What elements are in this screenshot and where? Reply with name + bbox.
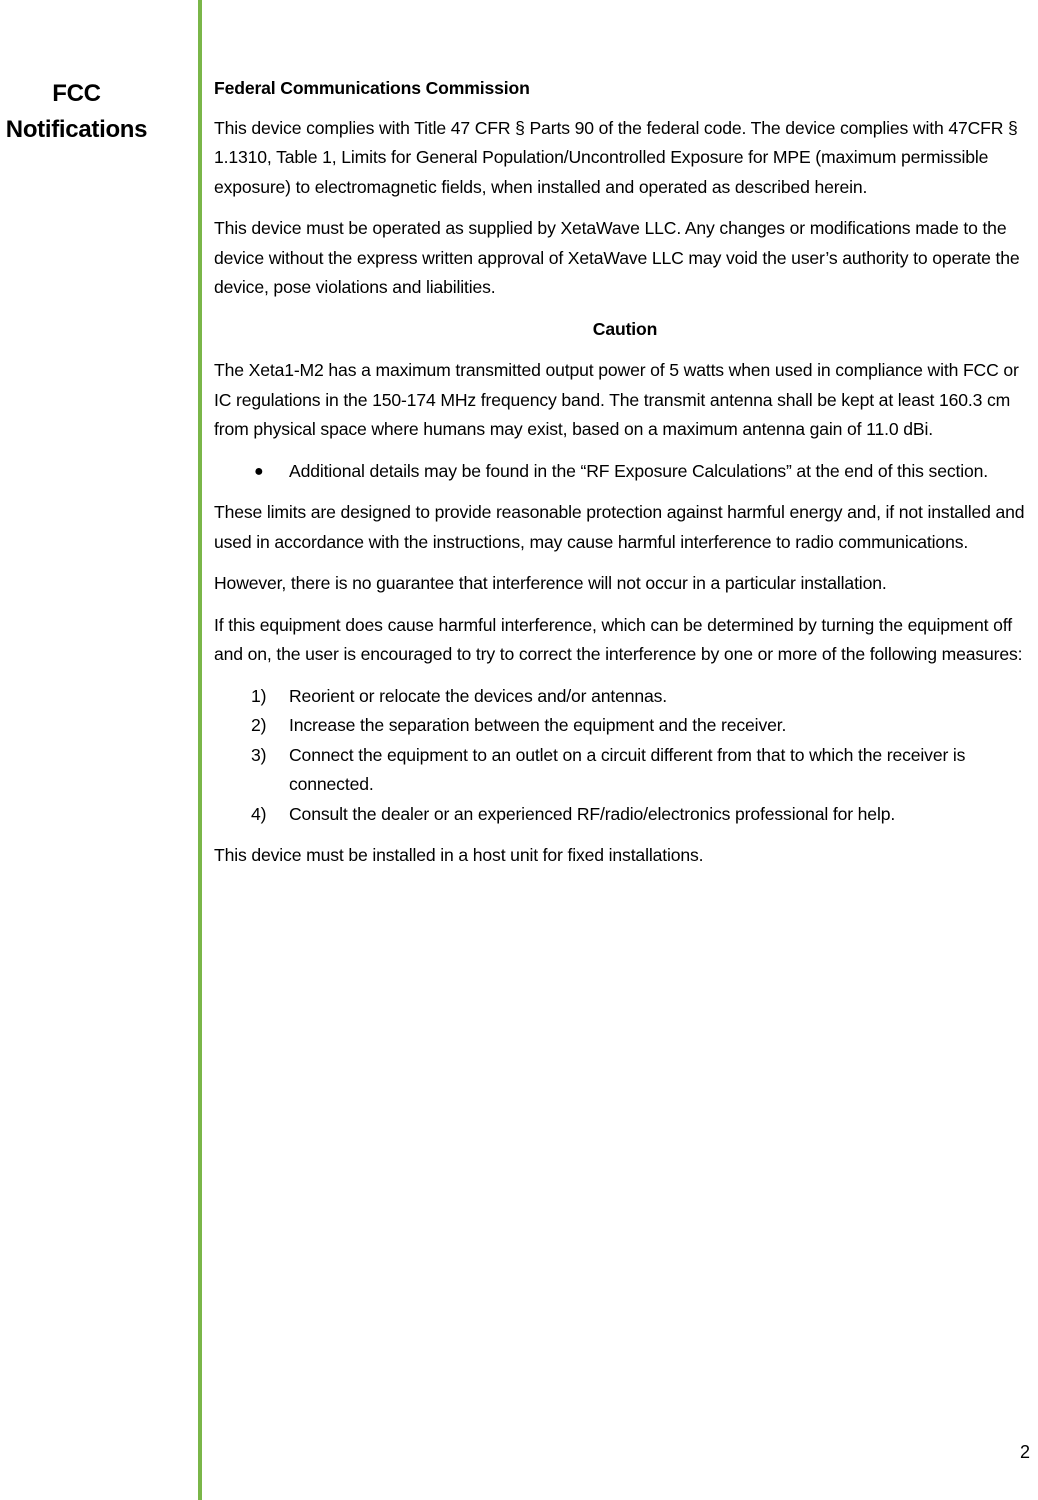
bullet-icon: ● xyxy=(254,462,264,480)
step-number: 4) xyxy=(251,803,267,824)
paragraph-limits: These limits are designed to provide reasonable protection against harmful energy and, if not installed and used in accordance with the instructions, may cause harmful interference to radio communications. xyxy=(214,502,1025,552)
main-content xyxy=(214,74,1036,883)
paragraph-measures-intro: If this equipment does cause harmful interference, which can be determined by turning the equipment off and on, the user is encouraged to try to correct the interference by one or more of the following measures: xyxy=(214,614,1023,664)
section-title-line1: FCC xyxy=(52,80,101,107)
list-item xyxy=(214,800,1036,830)
bullet-text: Additional details may be found in the “RF Exposure Calculations” at the end of this section. xyxy=(289,460,988,481)
page-number: 2 xyxy=(1019,1442,1030,1462)
step-text: Consult the dealer or an experienced RF/radio/electronics professional for help. xyxy=(289,803,896,824)
step-number: 3) xyxy=(251,744,267,765)
list-item xyxy=(214,457,1036,487)
step-text: Reorient or relocate the devices and/or antennas. xyxy=(289,685,667,706)
list-item xyxy=(214,682,1036,712)
section-title-line2: Notifications xyxy=(5,116,148,143)
measures-list xyxy=(214,682,1036,830)
step-text: Connect the equipment to an outlet on a circuit different from that to which the receiver is connected. xyxy=(289,744,966,794)
paragraph-output-power: The Xeta1-M2 has a maximum transmitted output power of 5 watts when used in compliance with FCC or IC regulations in the 150-174 MHz frequency band. The transmit antenna shall be kept at least 160.3 cm from physical space where humans may exist, based on a maximum antenna gain of 11.0 dBi. xyxy=(214,360,1019,439)
step-text: Increase the separation between the equipment and the receiver. xyxy=(289,715,787,735)
paragraph-host-unit: This device must be installed in a host unit for fixed installations. xyxy=(214,845,704,865)
green-divider xyxy=(198,0,202,1500)
paragraph-no-guarantee: However, there is no guarantee that interference will not occur in a particular installation. xyxy=(214,573,887,593)
step-number: 2) xyxy=(251,715,267,735)
section-title xyxy=(0,76,153,148)
list-item xyxy=(214,741,1036,800)
paragraph-compliance: This device complies with Title 47 CFR § Parts 90 of the federal code. The device complies with 47CFR § 1.1310, Table 1, Limits for General Population/Uncontrolled Exposure for MPE (maximum permissible exposure) to electromagnetic fields, when installed and operated as described herein. xyxy=(214,117,1018,197)
paragraph-modifications: This device must be operated as supplied by XetaWave LLC. Any changes or modifications made to the device without the express written approval of XetaWave LLC may void the user’s authority to operate the device, pose violations and liabilities. xyxy=(214,218,1020,297)
bullet-list xyxy=(214,457,1036,487)
content-heading: Federal Communications Commission xyxy=(214,78,530,98)
list-item xyxy=(214,711,1036,741)
step-number: 1) xyxy=(251,685,267,706)
caution-heading: Caution xyxy=(592,318,658,339)
